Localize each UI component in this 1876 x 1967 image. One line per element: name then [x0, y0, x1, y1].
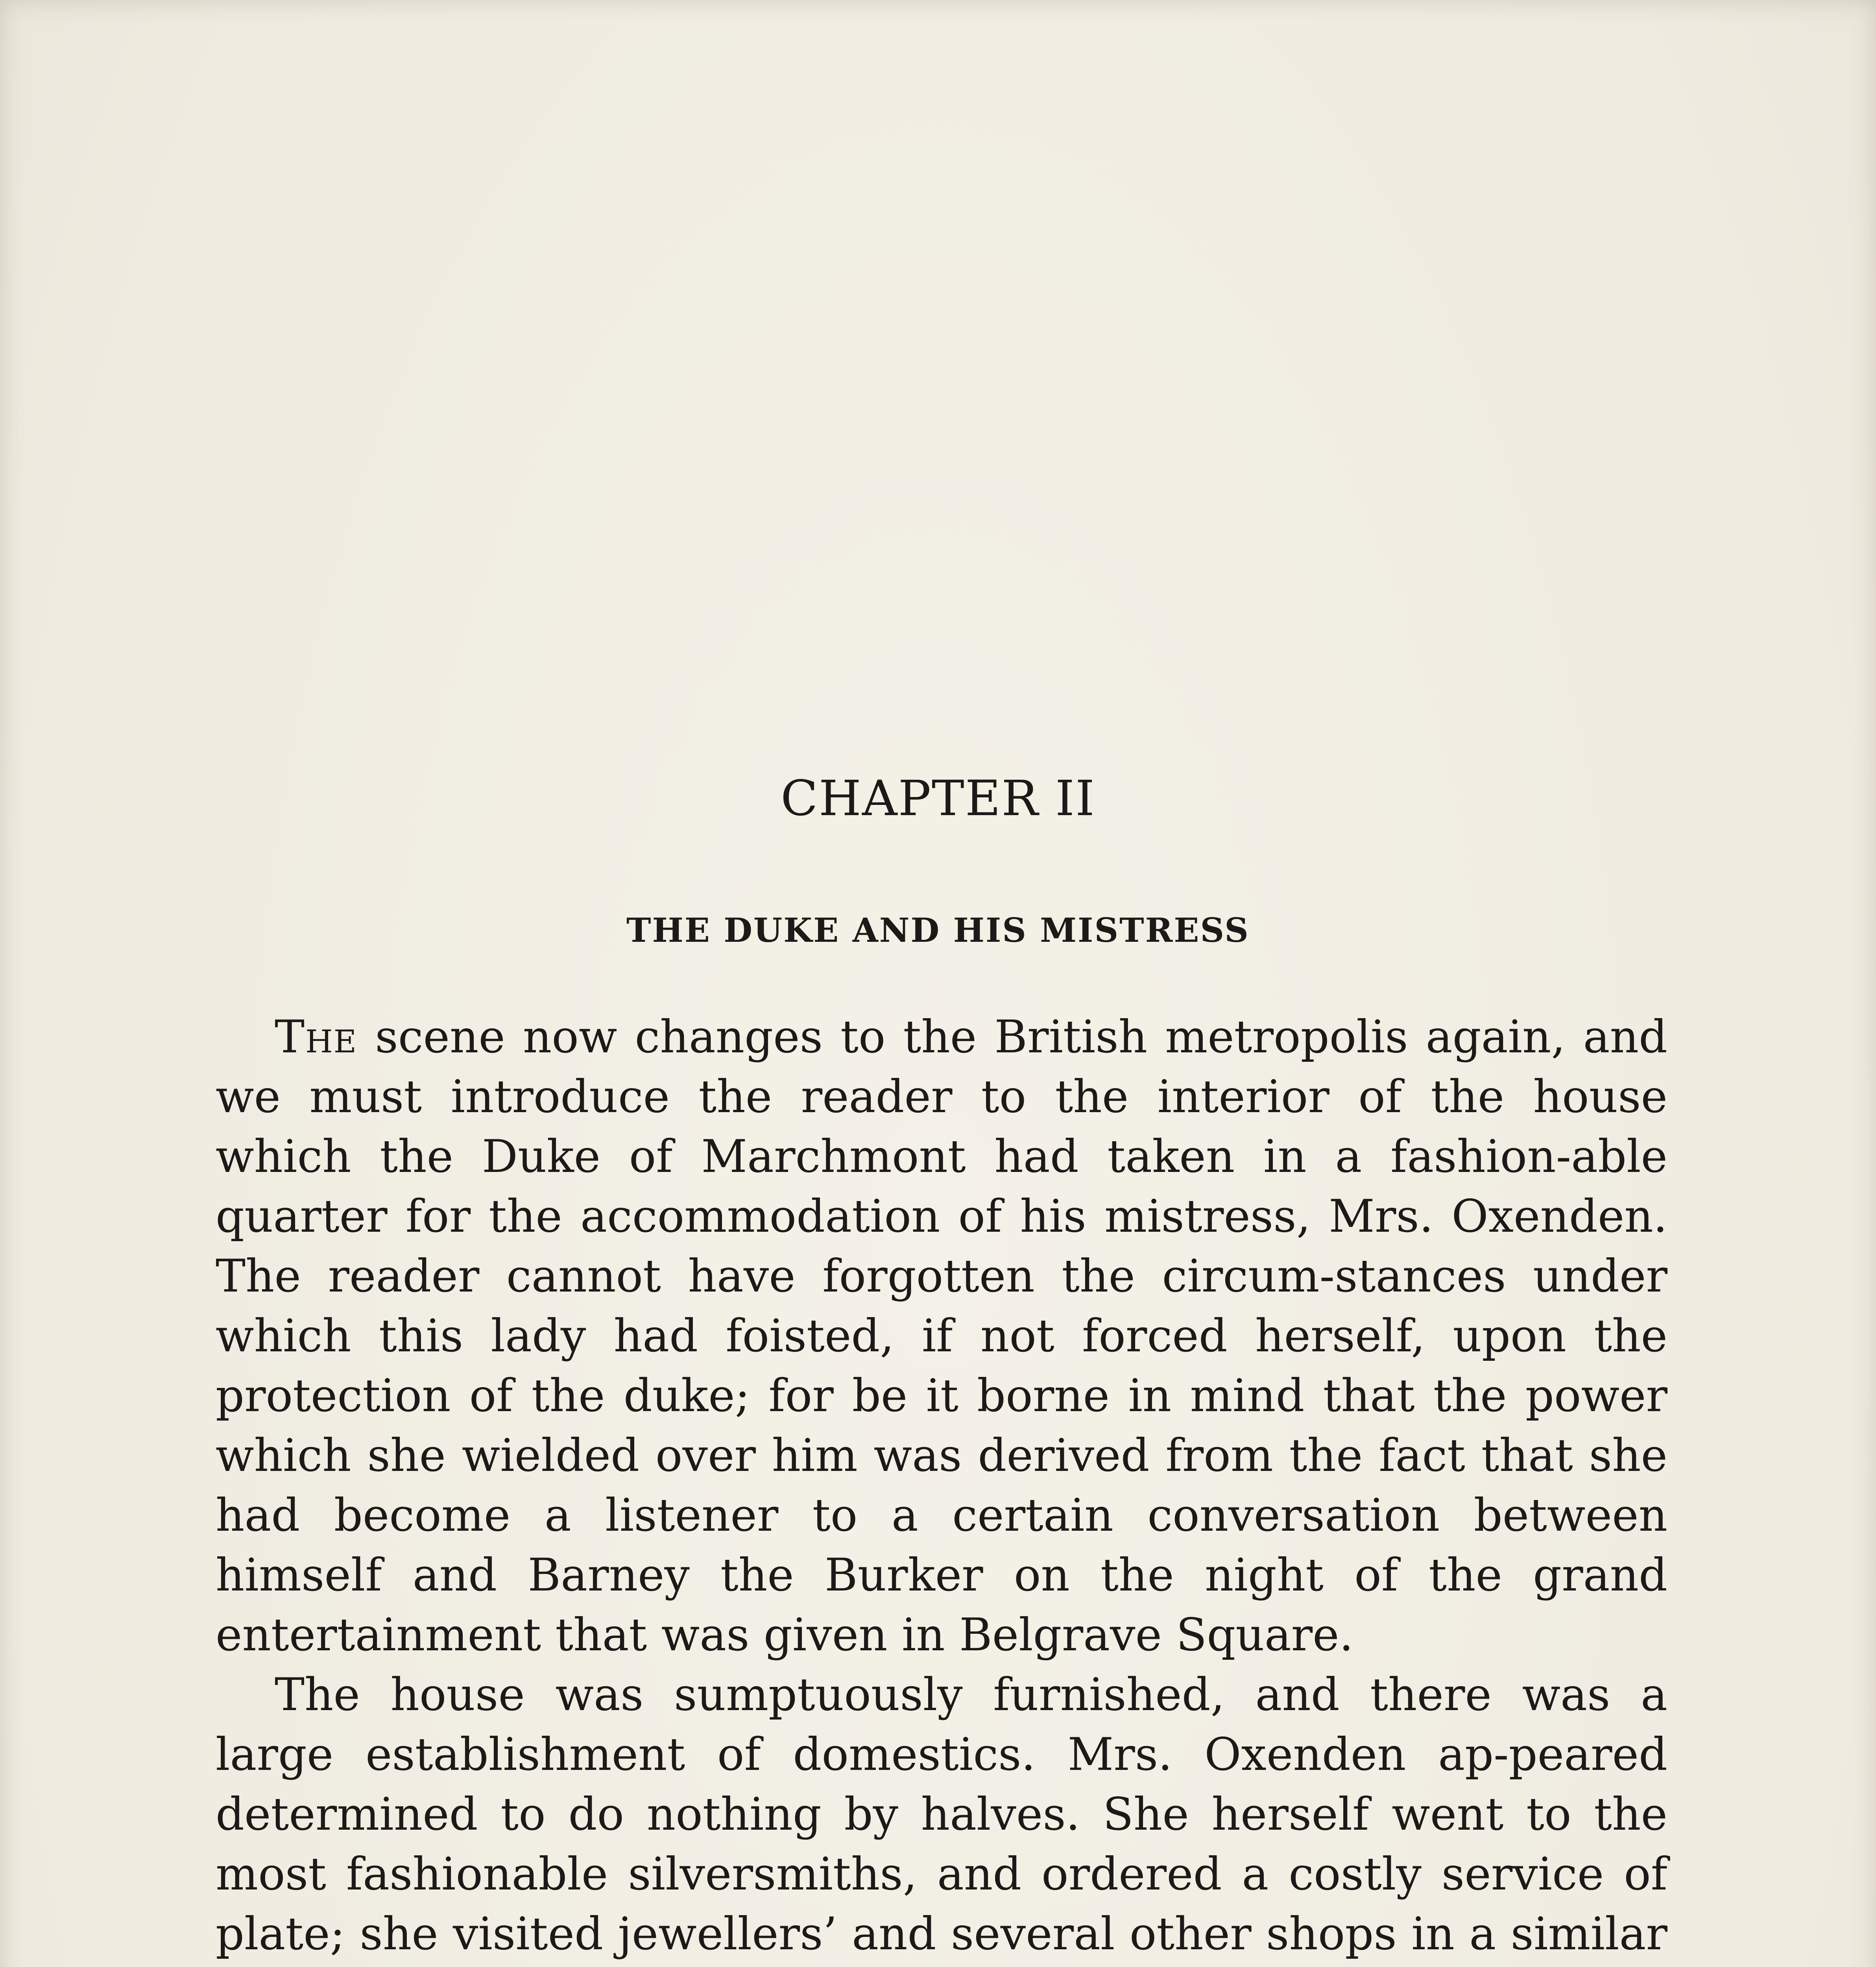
paragraph-2: The house was sumptuously furnished, and there was a large establishment of domestics. Mrs. Oxenden ap-peared determined to do nothing by halves. She herself went to the most fashionable silversmiths, and ordered a costly service of plate; she visited jewellers’ and several other shops in a similar: [216, 1668, 1667, 1960]
chapter-subtitle: THE DUKE AND HIS MISTRESS: [626, 911, 1250, 950]
opening-word: The: [275, 1011, 358, 1063]
show-through-bleed: [220, 165, 1676, 991]
paragraph-1: [216, 1007, 1667, 1665]
chapter-title: CHAPTER II: [781, 770, 1095, 827]
chapter-body: [216, 1007, 1667, 1967]
paragraph-1-text: scene now changes to the British metropolis again, and we must introduce the reader to the interior of the house which the Duke of Marchmont had taken in a fashion-able quarter for the accommodation of his mistress, Mrs. Oxenden. The reader cannot have forgotten the circum-stances under which this lady had foisted, if not forced herself, upon the protection of the duke; for be it borne in mind that the power which she wielded over him was derived from the fact that she had become a listener to a certain conversation between himself and Barney the Burker on the night of the grand entertainment that was given in Belgrave Square.: [216, 1011, 1667, 1661]
